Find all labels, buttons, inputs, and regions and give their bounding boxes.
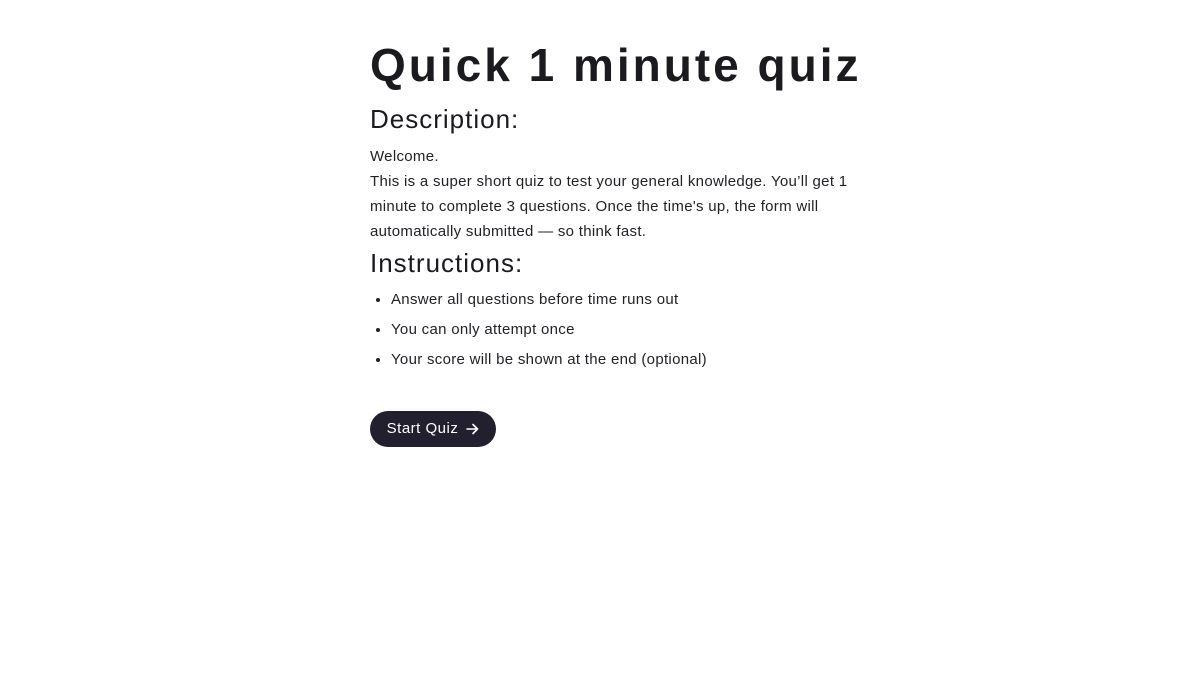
instructions-list <box>370 290 880 370</box>
instruction-item: • Answer all questions before time runs out <box>391 290 880 310</box>
description-body: This is a super short quiz to test your general knowledge. You’ll get 1 minute to complete 3 questions. Once the time's up, the form will automatically submitted — so think fast. <box>370 173 848 240</box>
arrow-right-icon <box>466 423 479 435</box>
description-heading: Description: <box>370 104 520 134</box>
page-title: Quick 1 minute quiz <box>370 39 862 91</box>
instructions-heading: Instructions: <box>370 248 524 278</box>
start-quiz-button[interactable] <box>370 411 496 447</box>
start-quiz-label: Start Quiz <box>386 420 459 437</box>
instruction-item: • You can only attempt once <box>391 320 880 340</box>
description-welcome: Welcome. <box>370 148 439 165</box>
quiz-intro <box>370 36 880 380</box>
description-text <box>370 144 880 244</box>
instruction-item: • Your score will be shown at the end (optional) <box>391 350 880 370</box>
